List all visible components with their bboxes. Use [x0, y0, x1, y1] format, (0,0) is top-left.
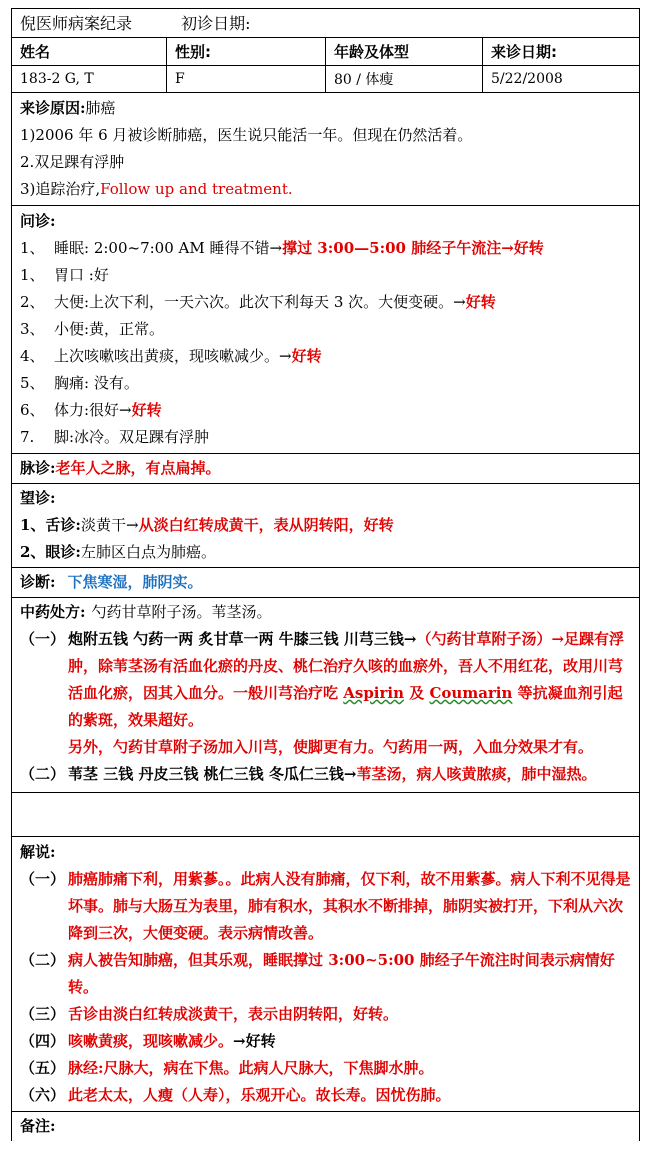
gender-header: 性别: [167, 38, 326, 65]
explanation-item: （一） 肺癌肺痛下利，用紫蔘。。此病人没有肺痛，仅下利，故不用紫蔘。病人下利不见得是坏事。肺与大肠互为表里，肺有积水，其积水不断排掉，肺阴实被打开，下利从六次降到三次，大便变硬。表示病情改善。 [20, 870, 631, 942]
explanation-item: （六） 此老太太，人瘦（人寿），乐观开心。故长寿。因忧伤肺。 [20, 1086, 451, 1104]
prescription-item-2: （二） 苇茎 三钱 丹皮三钱 桃仁三钱 冬瓜仁三钱→苇茎汤，病人咳黄脓痰，肺中湿热。 [20, 765, 597, 783]
page-title: 倪医师病案纪录 [20, 14, 133, 33]
notes-section [12, 1112, 639, 1141]
inquiry-section [12, 206, 639, 454]
patient-age-body: 80 / 体瘦 [326, 66, 483, 92]
visit-date-header: 来诊日期: [491, 43, 557, 61]
explanation-item: （五） 脉经:尺脉大，病在下焦。此病人尺脉大，下焦脚水肿。 [20, 1059, 434, 1077]
name-header: 姓名 [12, 38, 167, 65]
observation-item: 2、眼诊:左肺区白点为肺癌。 [20, 543, 216, 561]
pulse-text: 老年人之脉，有点扁掉。 [55, 459, 221, 477]
empty-row [12, 793, 639, 837]
diagnosis-label: 诊断: [20, 573, 56, 591]
first-visit-label: 初诊日期: [181, 14, 251, 33]
age-body-header: 年龄及体型 [326, 38, 483, 65]
patient-id: 183-2 G, T [12, 66, 167, 92]
patient-gender: F [167, 66, 326, 92]
explanation-label: 解说: [20, 843, 56, 861]
explanation-item: （四） 咳嗽黄痰，现咳嗽减少。→好转 [20, 1032, 276, 1050]
inquiry-item: 3、 小便:黄，正常。 [20, 320, 165, 338]
reason-item: 3)追踪治疗,Follow up and treatment. [20, 180, 293, 198]
inquiry-item: 4、 上次咳嗽咳出黄痰，现咳嗽减少。→好转 [20, 347, 322, 365]
prescription-text: 勺药甘草附子汤。苇茎汤。 [91, 603, 272, 621]
notes-label: 备注: [20, 1117, 56, 1135]
patient-visit-date: 5/22/2008 [491, 71, 563, 87]
explanation-item: （二） 病人被告知肺癌，但其乐观，睡眠撑过 3:00~5:00 肺经子午流注时间表示病情好转。 [20, 951, 615, 996]
prescription-item-1: （一） 炮附五钱 勺药一两 炙甘草一两 牛膝三钱 川芎三钱→（勺药甘草附子汤）→足踝有浮肿，除苇茎汤有活血化瘀的丹皮、桃仁治疗久咳的血瘀外，吾人不用红花，改用川芎活血化瘀，因其入血分。一般川芎治疗吃 Aspirin 及 Coumarin 等抗凝血剂引起的紫斑，效果超好。 另外，勺药甘草附子汤加入川芎，使脚更有力。勺药用一两，入血分效果才有。 [20, 630, 625, 756]
explanation-section [12, 837, 639, 1112]
reason-value: 肺癌 [85, 99, 116, 117]
reason-label: 来诊原因: [20, 99, 86, 117]
explanation-item: （三） 舌诊由淡白红转成淡黄干，表示由阴转阳，好转。 [20, 1005, 399, 1023]
prescription-label: 中药处方: [20, 603, 86, 621]
inquiry-item: 1、 胃口 :好 [20, 266, 109, 284]
inquiry-item: 7. 脚:冰冷。双足踝有浮肿 [20, 428, 210, 446]
observation-section [12, 484, 639, 568]
case-record-table [11, 8, 640, 1141]
observation-item: 1、舌诊:淡黄干→从淡白红转成黄干，表从阴转阳，好转 [20, 516, 394, 534]
reason-item: 1)2006 年 6 月被诊断肺癌，医生说只能活一年。但现在仍然活着。 [20, 126, 473, 144]
prescription-section [12, 598, 639, 793]
reason-item: 2.双足踝有浮肿 [20, 153, 125, 171]
reason-section [12, 93, 639, 206]
inquiry-item: 2、 大便:上次下利，一天六次。此次下利每天 3 次。大便变硬。→好转 [20, 293, 496, 311]
inquiry-label: 问诊: [20, 212, 56, 230]
inquiry-item: 6、 体力:很好→好转 [20, 401, 162, 419]
observation-label: 望诊: [20, 489, 56, 507]
inquiry-item: 5、 胸痛: 没有。 [20, 374, 139, 392]
pulse-section [12, 454, 639, 484]
diagnosis-text: 下焦寒湿，肺阴实。 [67, 573, 203, 591]
patient-row [12, 66, 639, 93]
inquiry-item: 1、 睡眠: 2:00~7:00 AM 睡得不错→撑过 3:00—5:00 肺经子午流注→好转 [20, 239, 544, 257]
diagnosis-section [12, 568, 639, 598]
title-row [12, 9, 639, 38]
pulse-label: 脉诊: [20, 459, 56, 477]
header-row [12, 38, 639, 66]
